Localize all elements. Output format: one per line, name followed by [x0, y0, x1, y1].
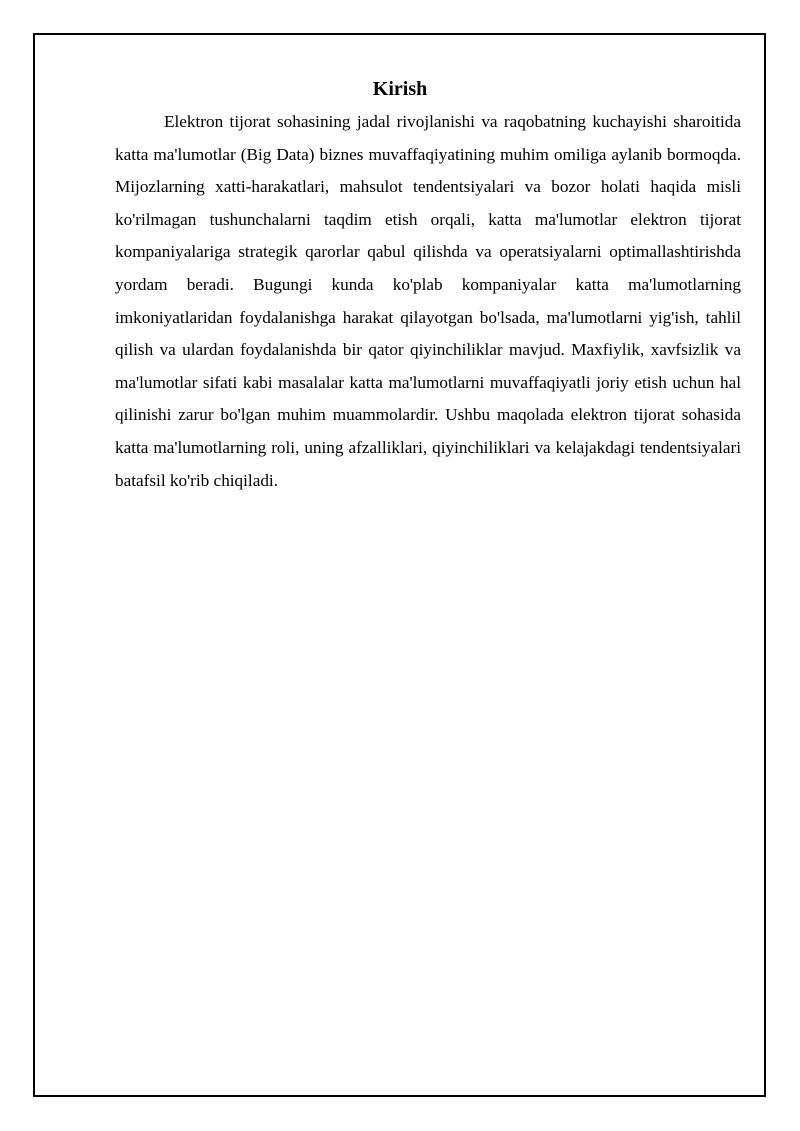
- document-title: Kirish: [372, 78, 428, 100]
- intro-paragraph: Elektron tijorat sohasining jadal rivojlanishi va raqobatning kuchayishi sharoitida katta ma'lumotlar (Big Data) biznes muvaffaqiyatining muhim omiliga aylanib bormoqda. Mijozlarning xatti-harakatlari, mahsulot tendentsiyalari va bozor holati haqida misli ko'rilmagan tushunchalarni taqdim etish orqali, katta ma'lumotlar elektron tijorat kompaniyalariga strategik qarorlar qabul qilishda va operatsiyalarni optimallashtirishda yordam beradi. Bugungi kunda ko'plab kompaniyalar katta ma'lumotlarning imkoniyatlaridan foydalanishga harakat qilayotgan bo'lsada, ma'lumotlarni yig'ish, tahlil qilish va ulardan foydalanishda bir qator qiyinchiliklar mavjud. Maxfiylik, xavfsizlik va ma'lumotlar sifati kabi masalalar katta ma'lumotlarni muvaffaqiyatli joriy etish uchun hal qilinishi zarur bo'lgan muhim muammolardir. Ushbu maqolada elektron tijorat sohasida katta ma'lumotlarning roli, uning afzalliklari, qiyinchiliklari va kelajakdagi tendentsiyalari batafsil ko'rib chiqiladi.: [115, 112, 741, 490]
